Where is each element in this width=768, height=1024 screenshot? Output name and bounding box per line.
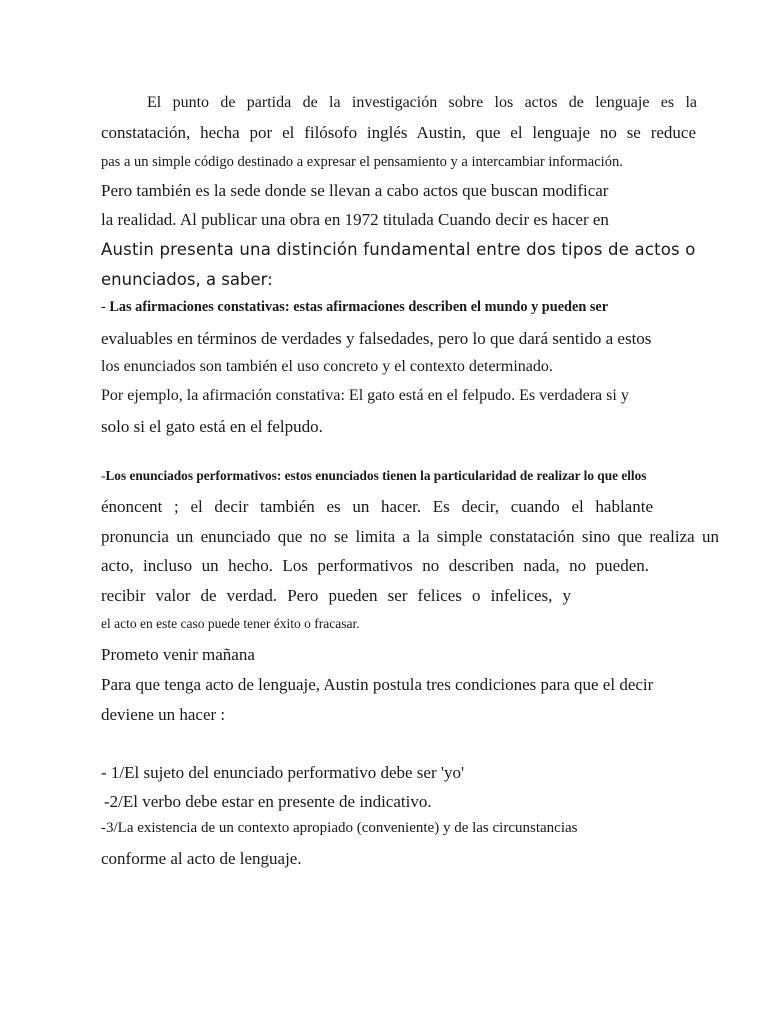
paragraph-1-line-2: constatación, hecha por el filósofo inglés Austin, que el lenguaje no se reduce <box>101 123 696 142</box>
performative-heading-dash: - <box>101 468 106 483</box>
condition-2: -2/El verbo debe estar en presente de indicativo. <box>104 792 432 811</box>
condition-3: -3/La existencia de un contexto apropiado (conveniente) y de las circunstancias <box>101 820 578 836</box>
performative-example: Prometo venir mañana <box>101 645 255 664</box>
conditions-intro-line-1: Para que tenga acto de lenguaje, Austin postula tres condiciones para que el decir <box>101 675 654 694</box>
performative-line-6: el acto en este caso puede tener éxito o fracasar. <box>101 616 360 631</box>
constative-example-line-2: solo si el gato está en el felpudo. <box>101 417 323 436</box>
constative-line-3: los enunciados son también el uso concreto y el contexto determinado. <box>101 358 553 375</box>
paragraph-1-line-6: Austin presenta una distinción fundamental entre dos tipos de actos o <box>101 240 696 259</box>
paragraph-1-line-5: la realidad. Al publicar una obra en 1972 titulada Cuando decir es hacer en <box>101 210 609 229</box>
constative-heading-text: Las afirmaciones constativas: estas afirmaciones describen el mundo y pueden ser <box>109 299 609 315</box>
constative-example-line-1: Por ejemplo, la afirmación constativa: El gato está en el felpudo. Es verdadera si y <box>101 387 629 404</box>
conditions-intro-line-2: deviene un hacer : <box>101 705 226 724</box>
paragraph-1-line-3: pas a un simple código destinado a expresar el pensamiento y a intercambiar información. <box>101 154 623 170</box>
performative-line-4: acto, incluso un hecho. Los performativos no describen nada, no pueden. <box>101 556 649 575</box>
performative-heading-text: Los enunciados performativos: estos enunciados tienen la particularidad de realizar lo que ellos <box>105 468 647 483</box>
condition-3-continued: conforme al acto de lenguaje. <box>101 849 302 868</box>
constative-heading <box>101 300 608 314</box>
performative-heading <box>101 469 646 482</box>
performative-line-2: énoncent ; el decir también es un hacer. Es decir, cuando el hablante <box>101 497 653 516</box>
paragraph-1-line-4: Pero también es la sede donde se llevan a cabo actos que buscan modificar <box>101 181 609 200</box>
condition-1: - 1/El sujeto del enunciado performativo debe ser 'yo' <box>101 763 465 782</box>
paragraph-1-line-7: enunciados, a saber: <box>101 270 273 289</box>
constative-line-2: evaluables en términos de verdades y falsedades, pero lo que dará sentido a estos <box>101 329 652 348</box>
performative-line-3: pronuncia un enunciado que no se limita a la simple constatación sino que realiza un <box>101 527 719 546</box>
paragraph-1-line-1: El punto de partida de la investigación sobre los actos de lenguaje es la <box>147 94 697 111</box>
constative-heading-dash: - <box>101 299 110 315</box>
performative-line-5: recibir valor de verdad. Pero pueden ser felices o infelices, y <box>101 586 571 605</box>
